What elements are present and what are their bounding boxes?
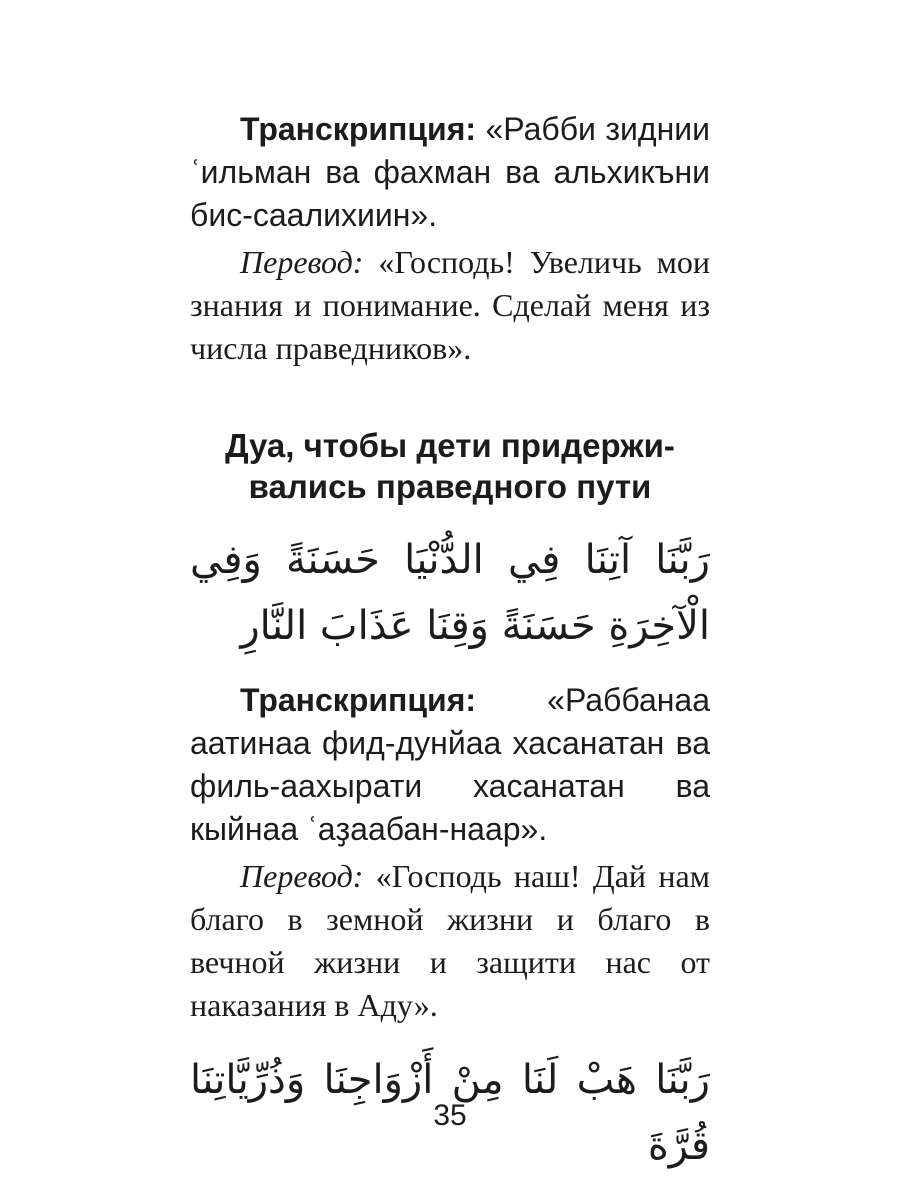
translation-text: «Господь наш! Дай нам благо в земной жизни и благо в вечной жизни и защити нас от наказания в Аду». <box>190 858 710 1023</box>
arabic-dua-1: رَبَّنَا آتِنَا فِي الدُّنْيَا حَسَنَةً وَفِي الْآخِرَةِ حَسَنَةً وَقِنَا عَذَابَ النَّارِ <box>190 537 710 649</box>
translation-paragraph-1 <box>190 241 710 370</box>
section-heading-line-1: Дуа, чтобы дети придержи- <box>225 427 675 464</box>
book-page <box>190 108 710 1179</box>
transcription-label: Транскрипция: <box>240 682 477 718</box>
page-number: 35 <box>433 1099 467 1132</box>
translation-label: Перевод: <box>240 244 364 280</box>
translation-paragraph-2 <box>190 855 710 1027</box>
arabic-dua-2: رَبَّنَا هَبْ لَنَا مِنْ أَزْوَاجِنَا وَذُرِّيَّاتِنَا قُرَّةَ <box>190 1057 710 1169</box>
transcription-paragraph-1 <box>190 108 710 237</box>
transcription-paragraph-2 <box>190 679 710 851</box>
transcription-text: «Рабби зиднии ʿильман ва фахман ва альхикъни бис-саалихиин». <box>190 111 710 233</box>
section-heading-line-2: вались праведного пути <box>248 468 652 505</box>
translation-text: «Господь! Увеличь мои знания и понимание. Сделай меня из числа праведников». <box>190 244 710 366</box>
translation-label: Перевод: <box>240 858 364 894</box>
transcription-text: «Раббанаа аатинаа фид-дунйаа хасанатан ва филь-аахырати хасанатан ва кыйнаа ʿаҙаабан-наар». <box>190 682 710 847</box>
section-heading <box>190 425 710 507</box>
transcription-label: Транскрипция: <box>240 111 477 147</box>
